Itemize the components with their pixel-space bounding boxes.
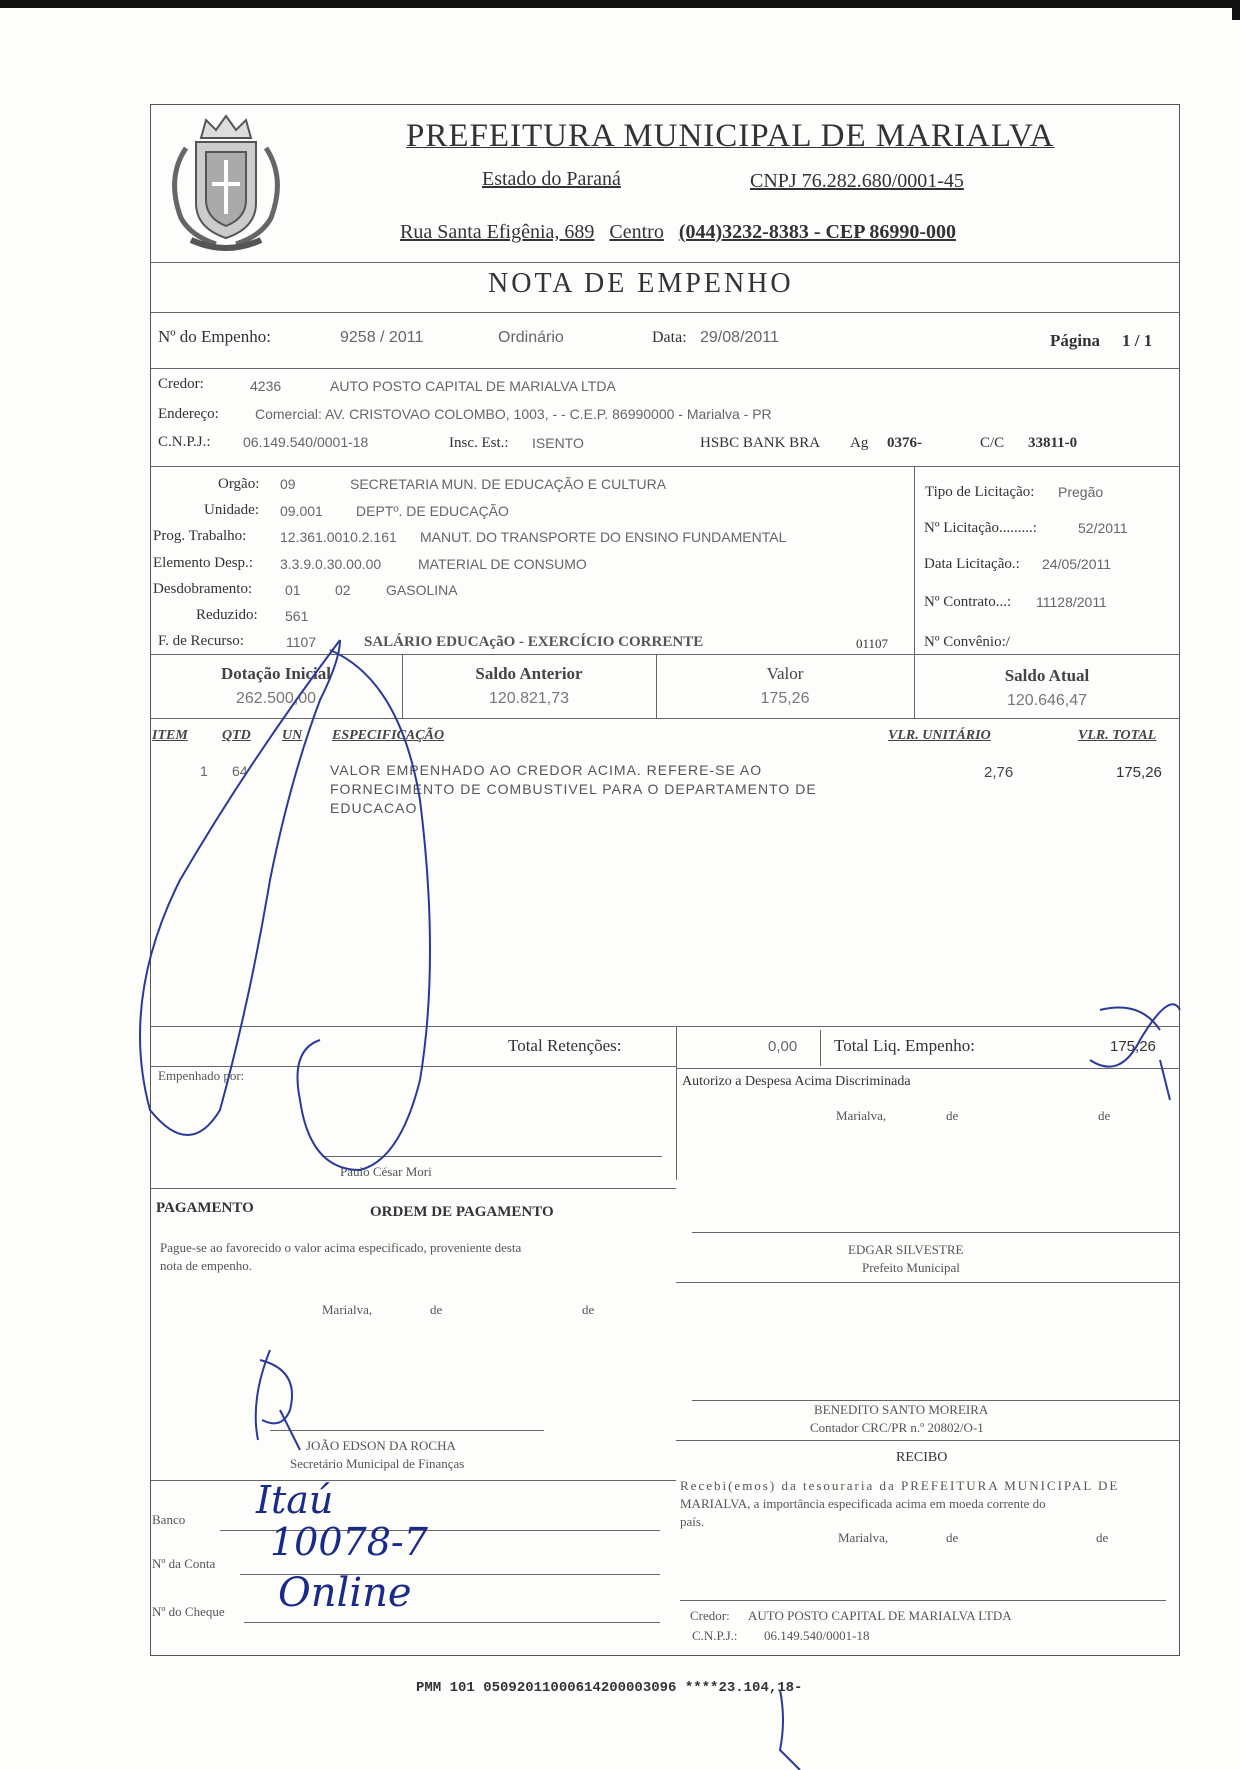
recibo-credor-label: Credor: bbox=[690, 1608, 730, 1623]
empenhado-label: Empenhado por: bbox=[158, 1068, 245, 1083]
bank-name: HSBC BANK BRA bbox=[700, 435, 821, 451]
unidade-name: DEPTº. DE EDUCAÇÃO bbox=[356, 503, 509, 519]
contador-role: Contador CRC/PR n.º 20802/O-1 bbox=[810, 1420, 984, 1435]
recibo-title: RECIBO bbox=[896, 1450, 948, 1465]
cheque-handwriting: Online bbox=[278, 1570, 412, 1616]
footer-code: PMM 101 05092011000614200003096 ****23.104,18- bbox=[416, 1680, 803, 1696]
tipo-licitacao-label: Tipo de Licitação: bbox=[925, 484, 1035, 500]
empenho-type: Ordinário bbox=[498, 329, 564, 346]
empenho-label: Nº do Empenho: bbox=[158, 327, 271, 346]
header-district: Centro bbox=[609, 221, 664, 243]
recibo-city: Marialva, bbox=[838, 1530, 889, 1545]
page-number: 1 / 1 bbox=[1122, 331, 1153, 350]
item-qtd: 64 bbox=[232, 763, 248, 779]
autorizo-de2: de bbox=[1098, 1108, 1111, 1123]
pagamento-label: PAGAMENTO bbox=[156, 1200, 254, 1216]
header-title: PREFEITURA MUNICIPAL DE MARIALVA bbox=[406, 118, 1055, 154]
scan-border-top bbox=[0, 0, 1240, 8]
banco-handwriting: Itaú bbox=[256, 1478, 334, 1522]
elemento-label: Elemento Desp.: bbox=[153, 555, 253, 571]
signature-line bbox=[322, 1156, 662, 1157]
fonte-name: SALÁRIO EDUCAçãO - EXERCÍCIO CORRENTE bbox=[364, 634, 704, 650]
recibo-de2: de bbox=[1096, 1530, 1109, 1545]
prog-name: MANUT. DO TRANSPORTE DO ENSINO FUNDAMENTAL bbox=[420, 529, 787, 545]
header-state: Estado do Paraná bbox=[482, 168, 621, 190]
prefeito-role: Prefeito Municipal bbox=[862, 1260, 960, 1275]
desdobramento-a: 01 bbox=[285, 582, 301, 598]
valor-value: 175,26 bbox=[760, 690, 810, 707]
divider bbox=[150, 466, 1180, 467]
signature-line bbox=[270, 1430, 544, 1431]
pen-mark-bottom bbox=[780, 1690, 800, 1770]
credor-code: 4236 bbox=[250, 378, 282, 394]
prog-code: 12.361.0010.2.161 bbox=[280, 529, 397, 545]
saldo-anterior-value: 120.821,73 bbox=[488, 690, 570, 707]
item-number: 1 bbox=[200, 763, 208, 779]
divider bbox=[676, 1440, 1180, 1441]
divider bbox=[150, 1480, 676, 1481]
saldo-anterior-label: Saldo Anterior bbox=[475, 664, 583, 683]
reduzido-label: Reduzido: bbox=[196, 607, 258, 623]
desdobramento-name: GASOLINA bbox=[386, 582, 458, 598]
empenho-date: 29/08/2011 bbox=[700, 329, 779, 346]
document-title: NOTA DE EMPENHO bbox=[488, 268, 794, 299]
divider bbox=[150, 718, 1180, 719]
pagamento-text1: Pague-se ao favorecido o valor acima especificado, proveniente desta bbox=[160, 1240, 522, 1255]
header-address bbox=[400, 221, 956, 244]
unidade-label: Unidade: bbox=[204, 502, 259, 518]
ag-value: 0376- bbox=[887, 435, 922, 451]
divider-vertical bbox=[820, 1030, 821, 1066]
pagamento-de2: de bbox=[582, 1302, 595, 1317]
recibo-text1: Recebi(emos) da tesouraria da PREFEITURA MUNICIPAL DE bbox=[680, 1478, 1120, 1493]
total-liq-label: Total Liq. Empenho: bbox=[834, 1036, 975, 1055]
pagamento-role: Secretário Municipal de Finanças bbox=[290, 1456, 465, 1471]
divider-vertical bbox=[676, 1026, 677, 1180]
saldo-atual-value: 120.646,47 bbox=[1006, 692, 1088, 709]
signature-line bbox=[680, 1600, 1166, 1601]
col-especificacao: ESPECIFICAÇÃO bbox=[332, 728, 445, 743]
item-total: 175,26 bbox=[1116, 764, 1162, 781]
banco-label: Banco bbox=[152, 1512, 186, 1527]
contrato-label: Nº Contrato...: bbox=[924, 594, 1012, 610]
orgao-label: Orgão: bbox=[218, 476, 260, 492]
signature-line bbox=[692, 1400, 1180, 1401]
unidade-code: 09.001 bbox=[280, 503, 323, 519]
fonte-code: 1107 bbox=[286, 634, 317, 650]
elemento-name: MATERIAL DE CONSUMO bbox=[418, 556, 587, 572]
conta-handwriting: 10078-7 bbox=[270, 1520, 428, 1564]
divider bbox=[150, 654, 1180, 655]
col-vlr-unitario: VLR. UNITÁRIO bbox=[888, 728, 991, 743]
fonte-number: 01107 bbox=[856, 636, 889, 651]
tipo-licitacao: Pregão bbox=[1058, 484, 1104, 500]
credor-name: AUTO POSTO CAPITAL DE MARIALVA LTDA bbox=[330, 378, 616, 394]
cheque-line bbox=[244, 1622, 660, 1623]
fonte-label: F. de Recurso: bbox=[158, 633, 244, 649]
total-retencoes-label: Total Retenções: bbox=[508, 1036, 622, 1055]
cnpj-label: C.N.P.J.: bbox=[158, 434, 211, 450]
empenhado-signer: Paulo César Mori bbox=[340, 1164, 432, 1179]
total-retencoes: 0,00 bbox=[768, 1038, 798, 1055]
signature-line bbox=[692, 1232, 1180, 1233]
divider bbox=[150, 262, 1180, 263]
recibo-text2: MARIALVA, a importância especificada acima em moeda corrente do bbox=[680, 1496, 1046, 1511]
elemento-code: 3.3.9.0.30.00.00 bbox=[280, 556, 382, 572]
ie-label: Insc. Est.: bbox=[449, 435, 509, 451]
contador-signer: BENEDITO SANTO MOREIRA bbox=[814, 1402, 989, 1417]
cheque-label: Nº do Cheque bbox=[152, 1604, 225, 1619]
page-label: Página bbox=[1050, 331, 1101, 350]
recibo-credor: AUTO POSTO CAPITAL DE MARIALVA LTDA bbox=[748, 1608, 1012, 1623]
header-cnpj: CNPJ 76.282.680/0001-45 bbox=[750, 170, 964, 192]
total-liq: 175,26 bbox=[1110, 1038, 1156, 1055]
scan-border-right bbox=[1232, 0, 1240, 20]
ordem-pagamento-label: ORDEM DE PAGAMENTO bbox=[370, 1204, 554, 1220]
coat-of-arms-icon bbox=[156, 108, 296, 256]
dotacao-value: 262.500,00 bbox=[235, 690, 317, 707]
divider bbox=[150, 1066, 676, 1067]
convenio-label: Nº Convênio:/ bbox=[924, 634, 1010, 650]
prefeito-signer: EDGAR SILVESTRE bbox=[848, 1242, 964, 1257]
prog-label: Prog. Trabalho: bbox=[153, 528, 247, 544]
item-desc-line3: EDUCACAO bbox=[330, 800, 418, 816]
credor-cnpj: 06.149.540/0001-18 bbox=[243, 434, 369, 450]
licitacao-date-label: Data Licitação.: bbox=[924, 556, 1020, 572]
recibo-cnpj: 06.149.540/0001-18 bbox=[764, 1628, 870, 1643]
header-phone-cep: (044)3232-8383 - CEP 86990-000 bbox=[678, 221, 957, 243]
conta-label: Nº da Conta bbox=[152, 1556, 216, 1571]
divider bbox=[676, 1282, 1180, 1283]
divider-vertical bbox=[914, 466, 915, 654]
col-item: ITEM bbox=[152, 728, 188, 743]
divider bbox=[150, 1188, 676, 1189]
reduzido-value: 561 bbox=[285, 608, 309, 624]
divider bbox=[150, 368, 1180, 369]
header-street: Rua Santa Efigênia, 689 bbox=[400, 221, 595, 243]
empenho-date-label: Data: bbox=[652, 329, 687, 346]
divider bbox=[150, 1026, 1180, 1027]
recibo-de1: de bbox=[946, 1530, 959, 1545]
cc-value: 33811-0 bbox=[1028, 435, 1078, 451]
desdobramento-b: 02 bbox=[335, 582, 351, 598]
empenho-number: 9258 / 2011 bbox=[340, 329, 424, 346]
col-vlr-total: VLR. TOTAL bbox=[1078, 728, 1157, 743]
credor-address: Comercial: AV. CRISTOVAO COLOMBO, 1003, - - C.E.P. 86990000 - Marialva - PR bbox=[255, 406, 772, 422]
col-un: UN bbox=[282, 728, 303, 743]
divider bbox=[150, 312, 1180, 313]
address-label: Endereço: bbox=[158, 406, 219, 422]
cc-label: C/C bbox=[980, 435, 1005, 451]
autorizo-de1: de bbox=[946, 1108, 959, 1123]
recibo-text3: país. bbox=[680, 1514, 705, 1529]
col-qtd: QTD bbox=[222, 728, 251, 743]
contrato-value: 11128/2011 bbox=[1036, 594, 1107, 610]
pagamento-de1: de bbox=[430, 1302, 443, 1317]
credor-label: Credor: bbox=[158, 376, 204, 392]
pagamento-city: Marialva, bbox=[322, 1302, 373, 1317]
recibo-cnpj-label: C.N.P.J.: bbox=[692, 1628, 738, 1643]
pagamento-signer: JOÃO EDSON DA ROCHA bbox=[306, 1438, 456, 1453]
dotacao-label: Dotação Inicial bbox=[220, 664, 332, 683]
valor-label: Valor bbox=[766, 664, 804, 683]
saldo-atual-label: Saldo Atual bbox=[1004, 666, 1090, 685]
item-unit-price: 2,76 bbox=[984, 764, 1014, 781]
divider bbox=[676, 1068, 1180, 1069]
autorizo-text: Autorizo a Despesa Acima Discriminada bbox=[682, 1074, 911, 1089]
licitacao-number: 52/2011 bbox=[1078, 520, 1128, 536]
credor-ie: ISENTO bbox=[532, 435, 584, 451]
licitacao-number-label: Nº Licitação.........: bbox=[924, 520, 1037, 536]
licitacao-date: 24/05/2011 bbox=[1042, 556, 1112, 572]
item-desc-line1: VALOR EMPENHADO AO CREDOR ACIMA. REFERE-SE AO bbox=[330, 762, 763, 778]
pagamento-text2: nota de empenho. bbox=[160, 1258, 253, 1273]
orgao-code: 09 bbox=[280, 476, 296, 492]
autorizo-city: Marialva, bbox=[836, 1108, 887, 1123]
desdobramento-label: Desdobramento: bbox=[153, 581, 253, 597]
orgao-name: SECRETARIA MUN. DE EDUCAÇÃO E CULTURA bbox=[350, 476, 667, 492]
ag-label: Ag bbox=[850, 435, 869, 451]
item-desc-line2: FORNECIMENTO DE COMBUSTIVEL PARA O DEPARTAMENTO DE bbox=[330, 781, 817, 797]
